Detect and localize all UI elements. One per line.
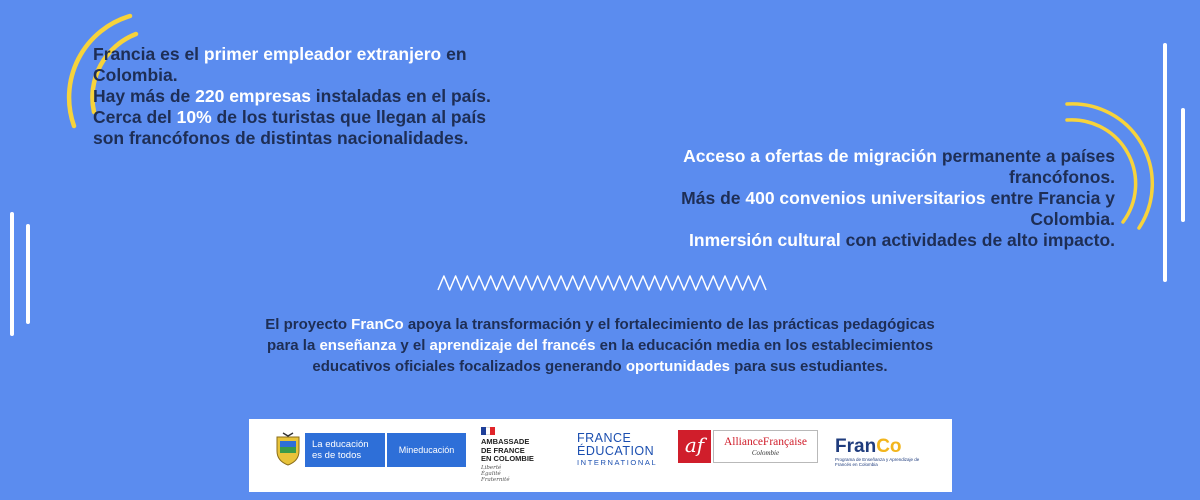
body-text: Colombia. <box>93 65 178 85</box>
motto-line: Fraternité <box>481 477 510 483</box>
body-text: El proyecto <box>265 316 352 333</box>
body-text: francófonos. <box>1009 167 1115 187</box>
highlight-text: aprendizaje del francés <box>429 337 596 354</box>
colombia-slogan-line2: es de todos <box>312 450 362 461</box>
body-text: para sus estudiantes. <box>730 358 888 375</box>
franco-wordmark-accent: Co <box>876 436 902 457</box>
franco-project-description <box>150 314 1050 377</box>
text-line <box>93 65 593 86</box>
text-line <box>560 167 1115 188</box>
france-education-line1: FRANCE <box>577 431 632 445</box>
franco-wordmark <box>835 437 931 457</box>
highlight-text: Acceso a ofertas de migración <box>683 146 937 166</box>
ambassade-line: AMBASSADE <box>481 437 530 446</box>
france-education-international-logo <box>577 432 667 472</box>
franco-logo <box>835 437 931 477</box>
body-text: en la educación media en los establecimientos <box>595 337 934 354</box>
alliance-country: Colombie <box>751 449 780 457</box>
body-text: Cerca del <box>93 107 177 127</box>
highlight-text: Inmersión cultural <box>689 230 841 250</box>
body-text: Colombia. <box>1030 209 1115 229</box>
partner-logos-strip <box>249 419 952 492</box>
highlight-text: enseñanza <box>319 337 397 354</box>
text-line <box>93 44 593 65</box>
ambassade-de-france-logo <box>481 427 557 487</box>
colombia-slogan-line1: La educación <box>312 439 369 450</box>
highlight-text: 10% <box>176 107 212 127</box>
zigzag-divider <box>436 272 768 294</box>
ambassade-line: DE FRANCE <box>481 445 525 455</box>
body-text: con actividades de alto impacto. <box>840 230 1115 250</box>
colombia-coat-of-arms-icon <box>273 431 303 467</box>
body-text: para la <box>266 337 320 354</box>
highlight-text: 400 convenios universitarios <box>745 188 986 208</box>
highlight-text: oportunidades <box>625 358 731 375</box>
body-text: son francófonos de distintas nacionalidades. <box>93 128 469 148</box>
motto-line: Liberté <box>481 465 502 471</box>
mineducacion-logo <box>273 431 466 467</box>
body-text: de los turistas que llegan al país <box>211 107 486 127</box>
mineducacion-label: Mineducación <box>387 433 466 467</box>
la-educacion-es-de-todos-box <box>305 433 385 467</box>
text-line <box>560 209 1115 230</box>
france-education-line3: INTERNATIONAL <box>577 458 658 467</box>
ambassade-text <box>481 438 561 464</box>
text-line <box>560 230 1115 251</box>
motto-line: Égalité <box>481 471 501 477</box>
body-text: entre Francia y <box>985 188 1115 208</box>
text-line <box>560 188 1115 209</box>
text-line <box>150 314 1050 335</box>
white-lines-decoration-right <box>1150 40 1190 290</box>
text-line <box>150 356 1050 377</box>
white-lines-decoration-left <box>8 210 38 340</box>
migration-university-facts <box>560 146 1115 251</box>
highlight-text: 220 empresas <box>195 86 311 106</box>
body-text: en <box>441 44 467 64</box>
republic-motto <box>481 465 521 483</box>
body-text: educativos oficiales focalizados generando <box>312 358 626 375</box>
alliance-name: AllianceFrançaise <box>723 436 807 448</box>
af-mark: af <box>678 430 711 463</box>
text-line <box>93 107 593 128</box>
france-employer-facts <box>93 44 593 149</box>
ambassade-line: EN COLOMBIE <box>481 454 534 463</box>
body-text: instaladas en el país. <box>310 86 491 106</box>
body-text: apoya la transformación y el fortalecimiento de las prácticas pedagógicas <box>403 316 935 333</box>
highlight-text: primer empleador extranjero <box>203 44 442 64</box>
body-text: Francia es el <box>93 44 204 64</box>
franco-wordmark-main: Fran <box>835 436 877 457</box>
text-line <box>93 128 593 149</box>
text-line <box>150 335 1050 356</box>
body-text: y el <box>396 337 430 354</box>
french-flag-icon <box>481 427 495 435</box>
text-line <box>560 146 1115 167</box>
alliance-name-box <box>713 430 818 463</box>
body-text: Hay más de <box>93 86 196 106</box>
body-text: permanente a países <box>937 146 1115 166</box>
franco-tagline: Programa de Enseñanza y Aprendizaje de Francés en Colombia <box>835 457 920 467</box>
highlight-text: FranCo <box>351 316 404 333</box>
france-education-line2: ÉDUCATION <box>577 444 655 458</box>
alliance-francaise-logo <box>678 430 818 463</box>
body-text: Más de <box>681 188 746 208</box>
text-line <box>93 86 593 107</box>
